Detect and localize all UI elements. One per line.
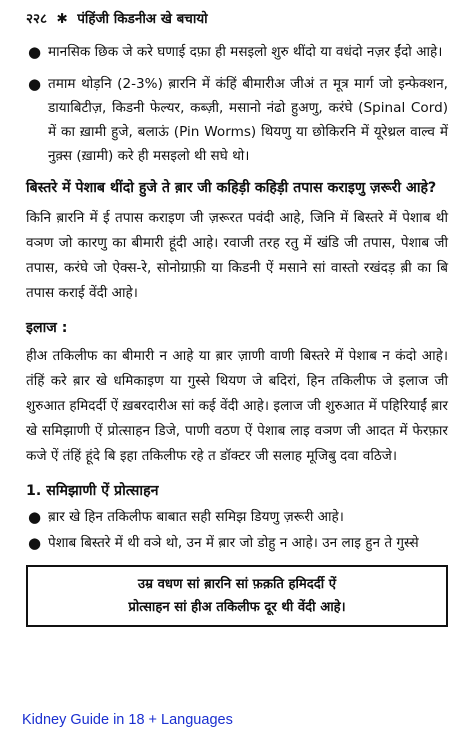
list-item-text: मानसिक छिक जे करे घणाई दफ़ा ही मसइलो शुरु थींदो या वधंदो नज़र ईंदो आहे। — [48, 44, 443, 60]
question-paragraph: किनि ब़ारनि में ई तपास कराइण जी ज़रूरत पवंदी आहे, जिनि में बिस्तरे में पेशाब थी वञण जो कारणु का बीमारी हूंदी आहे। रवाजी तरह रतु में खंडि जी तपास, पेशाब जी तपास, करंघे जो ऐक्स-रे, सोनोग्राफ़ी या किडनी ऐं मसाने सां वास्तो रखंदड़ ब़ी का बि तपास कराई वेंदी आहे। — [26, 210, 448, 301]
footer-caption: Kidney Guide in 18 + Languages — [22, 712, 233, 728]
header-separator: ✱ — [56, 11, 68, 27]
list-item-text: पेशाब बिस्तरे में थी वञे थो, उन में ब़ार जो डोहु न आहे। उन लाइ हुन ते गुस्से — [48, 535, 419, 551]
list-item-text: तमाम थोड़नि (2-3%) ब़ारनि में कंहिं बीमारीअ जीअं त मूत्र मार्ग जो इन्फेक्शन, डायाबिटीज़, किडनी फेल्यर, कब्ज़ी, मसानो नंढो हुअणु, करंघे (Spinal Cord) में का ख़ामी हुजे, बलाऊं (Pin Worms) थियणु या छोकिरनि में यूरेथ्रल वाल्व में नुक़्स (ख़ामी) करे ही मसइलो थी सघे थो। — [48, 76, 448, 164]
chapter-title: पंहिंजी किडनीअ खे बचायो — [77, 11, 208, 27]
bullet-icon: ● — [28, 75, 42, 93]
bullet-icon: ● — [28, 534, 42, 552]
list-item — [26, 40, 448, 64]
list-item-text: ब़ार खे हिन तकिलीफ बाबात सही समिझ डियणु ज़रूरी आहे। — [48, 509, 344, 525]
bullet-icon: ● — [28, 43, 42, 61]
list-item — [26, 72, 448, 168]
bullet-icon: ● — [28, 508, 42, 526]
page-header — [26, 10, 448, 28]
top-bullet-list — [26, 40, 448, 168]
treatment-heading: इलाज : — [26, 320, 68, 336]
highlight-line: उम्र वधण सां ब़ारनि सां फ़क़ति हमिदर्दी ऐं — [137, 577, 337, 592]
treatment-paragraph: हीअ तकिलीफ का बीमारी न आहे या ब़ार ज़ाणी वाणी बिस्तरे में पेशाब न कंदो आहे। तंहिं करे ब़ार खे धमिकाइण या गुस्से थियण जे बदिरां, हिन तकिलीफ जे इलाज जी शुरुआत हमिदर्दी ऐं ख़बरदारीअ सां कई वेंदी आहे। इलाज जी शुरुआत में पहिरियाईं ब़ार खे समिझाणी ऐं प्रोत्साहन डिजे, पाणी वठण ऐं पेशाब लाइ वञण जी आदत में फेरफ़ार कजे ऐं तंहिं हूंदे बि इहा तकिलीफ रहे त डॉक्टर जी सलाह मूजिबु दवा वठिजे। — [26, 348, 448, 464]
question-heading: बिस्तरे में पेशाब थींदो हुजे ते ब़ार जी कहिड़ी कहिड़ी तपास कराइणु ज़रूरी आहे? — [26, 180, 437, 196]
list-item — [26, 531, 448, 555]
page-number: २२८ — [26, 11, 48, 27]
list-item — [26, 505, 448, 529]
numbered-bullet-list — [26, 505, 448, 555]
highlight-line: प्रोत्साहन सां हीअ तकिलीफ दूर थी वेंदी आहे। — [128, 600, 346, 615]
numbered-heading: 1. समिझाणी ऐं प्रोत्साहन — [26, 483, 159, 499]
highlight-box — [26, 565, 448, 627]
